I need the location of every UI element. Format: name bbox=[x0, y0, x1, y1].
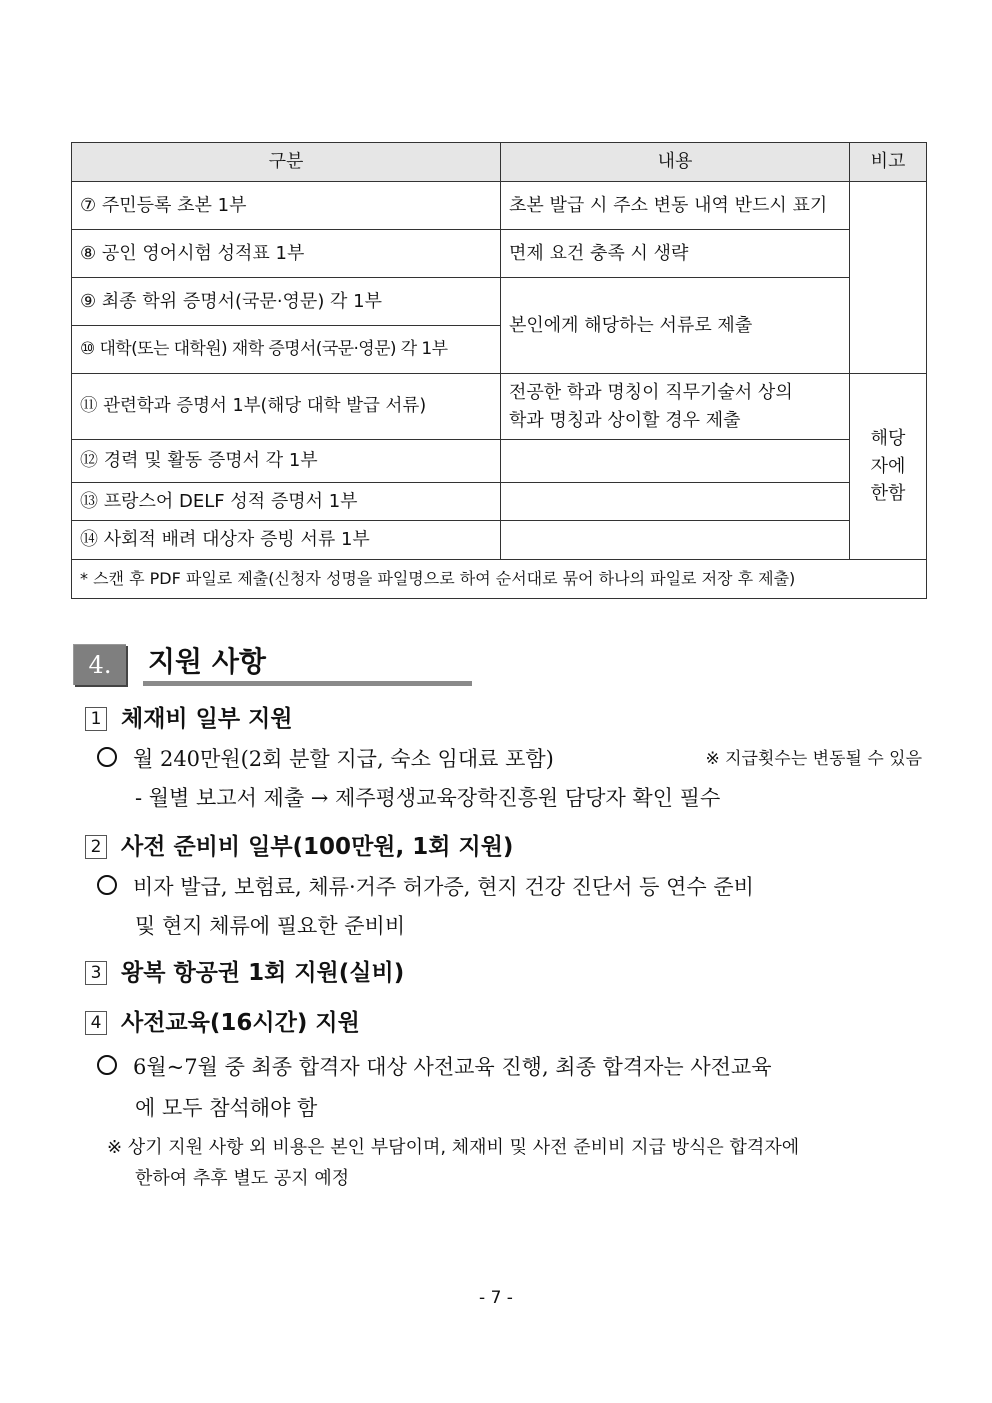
body-note: ※ 지급횟수는 변동될 수 있음 bbox=[705, 749, 922, 769]
body-line: - 월별 보고서 제출 → 제주평생교육장학진흥원 담당자 확인 필수 bbox=[135, 786, 721, 810]
row-content bbox=[501, 521, 850, 560]
row-item: ⑨ 최종 학위 증명서(국문·영문) 각 1부 bbox=[72, 278, 501, 326]
header-category: 구분 bbox=[72, 143, 501, 182]
body-line bbox=[97, 1053, 772, 1081]
remarks-empty bbox=[850, 182, 927, 374]
final-note-line: ※ 상기 지원 사항 외 비용은 본인 부담이며, 체재비 및 사전 준비비 지급 방식은 합격자에 bbox=[107, 1137, 800, 1158]
table-row bbox=[72, 278, 927, 326]
row-content: 면제 요건 충족 시 생략 bbox=[501, 230, 850, 278]
table-footnote: * 스캔 후 PDF 파일로 제출(신청자 성명을 파일명으로 하여 순서대로 묶어 하나의 파일로 저장 후 제출) bbox=[72, 560, 927, 599]
item-title: 체재비 일부 지원 bbox=[121, 706, 293, 732]
remarks-line: 자에 bbox=[870, 455, 906, 477]
page-number: - 7 - bbox=[479, 1288, 513, 1308]
item-number-box: 1 bbox=[85, 707, 107, 731]
documents-table bbox=[71, 142, 927, 599]
item-heading bbox=[85, 704, 293, 734]
body-text: 비자 발급, 보험료, 체류·거주 허가증, 현지 건강 진단서 등 연수 준비 bbox=[133, 875, 754, 899]
item-heading bbox=[85, 1008, 360, 1038]
item-title: 왕복 항공권 1회 지원(실비) bbox=[121, 960, 405, 986]
row-item: ⑦ 주민등록 초본 1부 bbox=[72, 182, 501, 230]
table-row bbox=[72, 374, 927, 440]
remarks-note bbox=[850, 374, 927, 560]
item-heading bbox=[85, 958, 404, 988]
section-number: 4. bbox=[73, 644, 126, 685]
row-item: ⑫ 경력 및 활동 증명서 각 1부 bbox=[72, 440, 501, 483]
table-row bbox=[72, 483, 927, 521]
table-row bbox=[72, 440, 927, 483]
section-underline bbox=[143, 681, 472, 686]
row-content bbox=[501, 374, 850, 440]
table-row bbox=[72, 230, 927, 278]
body-line: 에 모두 참석해야 함 bbox=[135, 1096, 318, 1120]
header-content: 내용 bbox=[501, 143, 850, 182]
circle-bullet-icon bbox=[97, 747, 117, 767]
row-item: ⑧ 공인 영어시험 성적표 1부 bbox=[72, 230, 501, 278]
circle-bullet-icon bbox=[97, 875, 117, 895]
row-content bbox=[501, 440, 850, 483]
item-number-box: 4 bbox=[85, 1011, 107, 1035]
item-title: 사전 준비비 일부(100만원, 1회 지원) bbox=[121, 834, 514, 860]
table-footnote-row bbox=[72, 560, 927, 599]
item-number-box: 2 bbox=[85, 835, 107, 859]
row-content bbox=[501, 483, 850, 521]
table-row bbox=[72, 521, 927, 560]
section-title: 지원 사항 bbox=[148, 645, 266, 678]
row-item: ⑬ 프랑스어 DELF 성적 증명서 1부 bbox=[72, 483, 501, 521]
body-line: 및 현지 체류에 필요한 준비비 bbox=[135, 914, 406, 938]
row-item: ⑩ 대학(또는 대학원) 재학 증명서(국문·영문) 각 1부 bbox=[72, 326, 501, 374]
circle-bullet-icon bbox=[97, 1055, 117, 1075]
row-content: 본인에게 해당하는 서류로 제출 bbox=[501, 278, 850, 374]
body-line bbox=[97, 745, 922, 773]
item-title: 사전교육(16시간) 지원 bbox=[121, 1010, 360, 1036]
row-content-line: 전공한 학과 명칭이 직무기술서 상의 bbox=[509, 381, 793, 403]
body-line bbox=[97, 873, 754, 901]
header-remarks: 비고 bbox=[850, 143, 927, 182]
remarks-line: 한함 bbox=[870, 483, 906, 505]
body-text: 6월~7월 중 최종 합격자 대상 사전교육 진행, 최종 합격자는 사전교육 bbox=[133, 1055, 772, 1079]
row-content: 초본 발급 시 주소 변동 내역 반드시 표기 bbox=[501, 182, 850, 230]
item-number-box: 3 bbox=[85, 961, 107, 985]
item-heading bbox=[85, 832, 513, 862]
row-content-line: 학과 명칭과 상이할 경우 제출 bbox=[509, 409, 741, 431]
final-note-line: 한하여 추후 별도 공지 예정 bbox=[135, 1168, 350, 1189]
row-item: ⑪ 관련학과 증명서 1부(해당 대학 발급 서류) bbox=[72, 374, 501, 440]
table-row bbox=[72, 182, 927, 230]
table-header-row bbox=[72, 143, 927, 182]
remarks-line: 해당 bbox=[870, 427, 906, 449]
row-item: ⑭ 사회적 배려 대상자 증빙 서류 1부 bbox=[72, 521, 501, 560]
body-text: 월 240만원(2회 분할 지급, 숙소 임대료 포함) bbox=[133, 747, 554, 771]
